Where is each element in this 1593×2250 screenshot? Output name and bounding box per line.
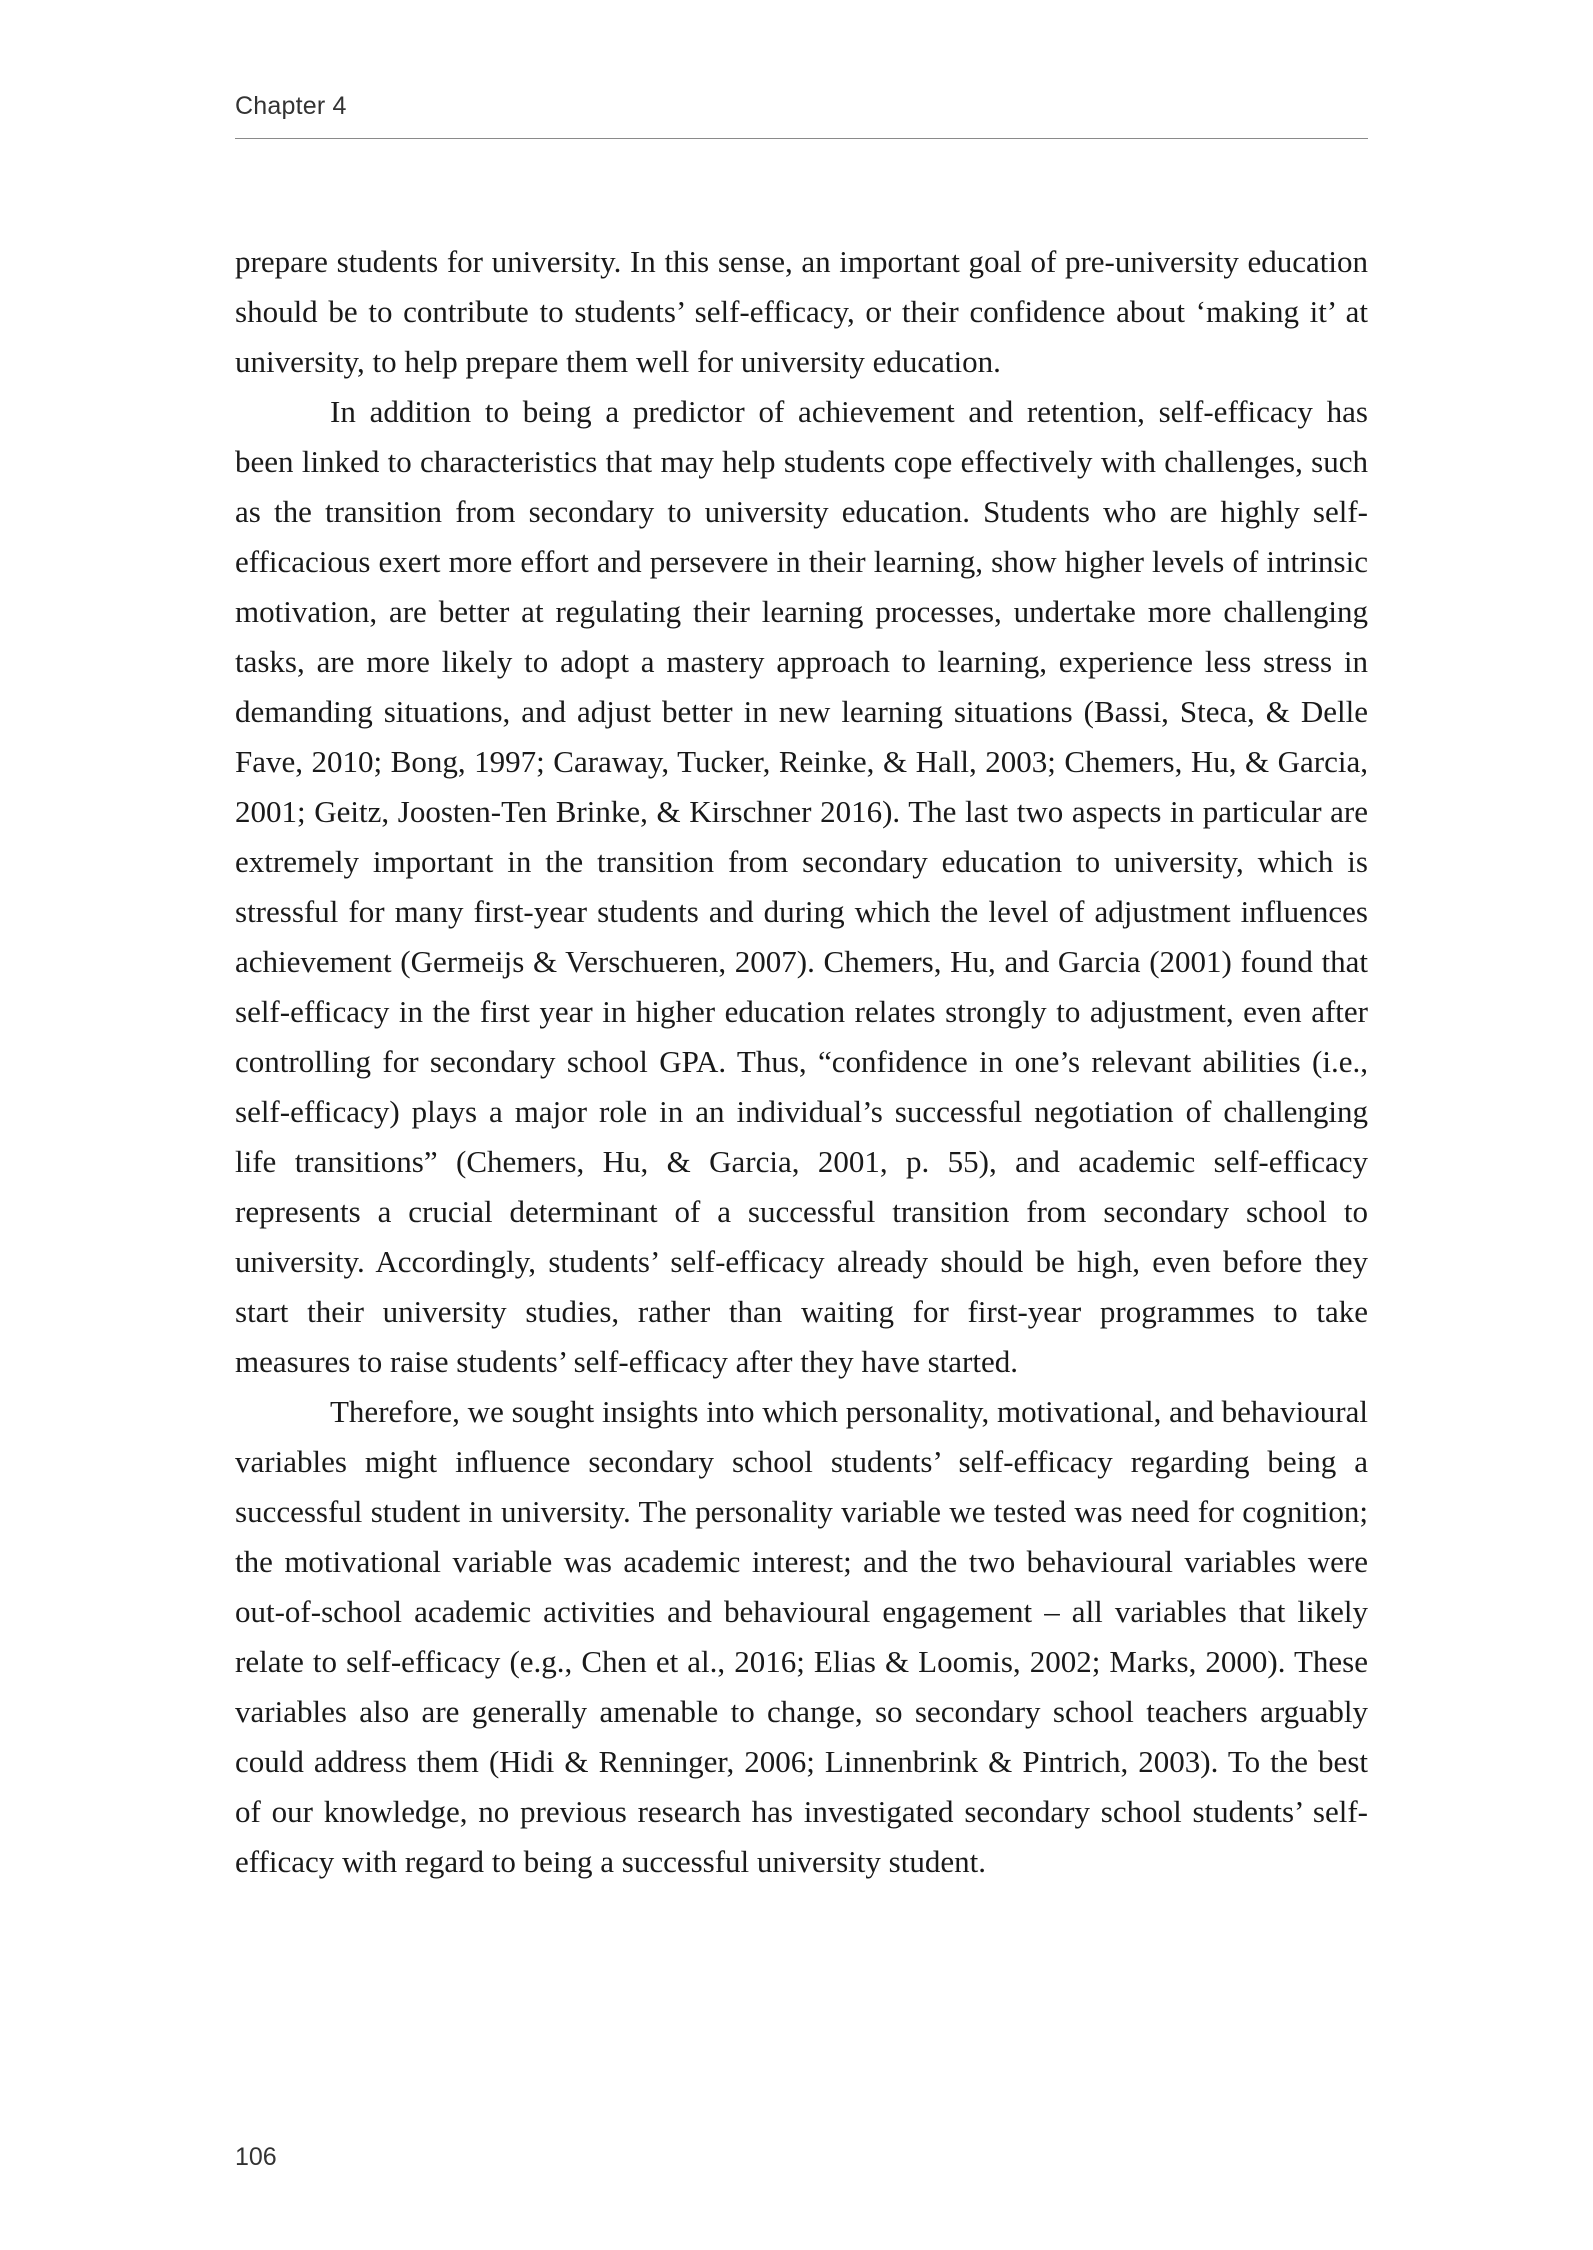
page-number: 106 — [235, 2143, 277, 2171]
paragraph-research-aim: Therefore, we sought insights into which personality, motivational, and behavioural variables might influence secondary school students’ self-efficacy regarding being a successful student in university. The personality variable we tested was need for cognition; the motivational variable was academic interest; and the two behavioural variables were out-of-school academic activities and behavioural engagement – all variables that likely relate to self-efficacy (e.g., Chen et al., 2016; Elias & Loomis, 2002; Marks, 2000). These variables also are generally amenable to change, so secondary school teachers arguably could address them (Hidi & Renninger, 2006; Linnenbrink & Pintrich, 2003). To the best of our knowledge, no previous research has investigated secondary school students’ self-efficacy with regard to being a successful university student. — [235, 1394, 1368, 1879]
header-rule — [235, 138, 1368, 139]
running-head: Chapter 4 — [235, 92, 347, 120]
body-text — [235, 237, 1368, 1887]
paragraph-continuation: prepare students for university. In this sense, an important goal of pre-university education should be to contribute to students’ self-efficacy, or their confidence about ‘making it’ at university, to help prepare them well for university education. — [235, 244, 1368, 379]
paragraph-self-efficacy-characteristics: In addition to being a predictor of achievement and retention, self-efficacy has been linked to characteristics that may help students cope effectively with challenges, such as the transition from secondary to university education. Students who are highly self-efficacious exert more effort and persevere in their learning, show higher levels of intrinsic motivation, are better at regulating their learning processes, undertake more challenging tasks, are more likely to adopt a mastery approach to learning, experience less stress in demanding situations, and adjust better in new learning situations (Bassi, Steca, & Delle Fave, 2010; Bong, 1997; Caraway, Tucker, Reinke, & Hall, 2003; Chemers, Hu, & Garcia, 2001; Geitz, Joosten-Ten Brinke, & Kirschner 2016). The last two aspects in particular are extremely important in the transition from secondary education to university, which is stressful for many first-year students and during which the level of adjustment influences achievement (Germeijs & Verschueren, 2007). Chemers, Hu, and Garcia (2001) found that self-efficacy in the first year in higher education relates strongly to adjustment, even after controlling for secondary school GPA. Thus, “confidence in one’s relevant abilities (i.e., self-efficacy) plays a major role in an individual’s successful negotiation of challenging life transitions” (Chemers, Hu, & Garcia, 2001, p. 55), and academic self-efficacy represents a crucial determinant of a successful transition from secondary school to university. Accordingly, students’ self-efficacy already should be high, even before they start their university studies, rather than waiting for first-year programmes to take measures to raise students’ self-efficacy after they have started. — [235, 394, 1368, 1379]
